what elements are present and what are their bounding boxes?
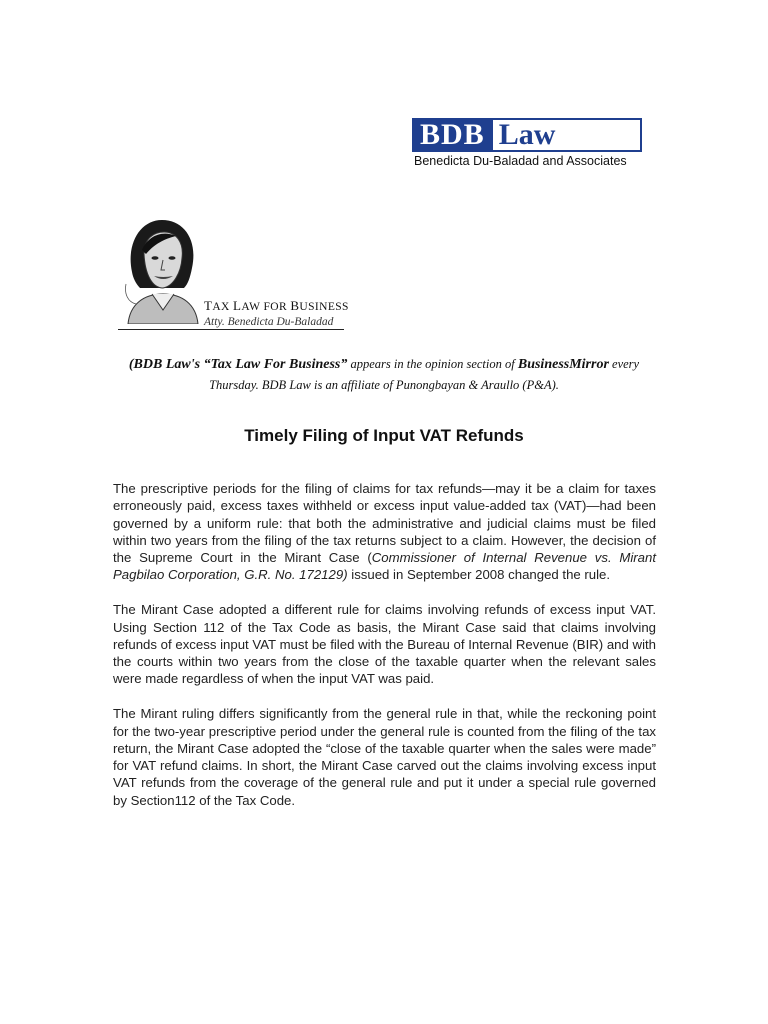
article-title: Timely Filing of Input VAT Refunds <box>244 426 524 445</box>
logo-right-text: Law <box>498 118 556 151</box>
logo-left-text: BDB <box>414 120 493 150</box>
column-title: TAX LAW FOR BUSINESS <box>204 298 349 313</box>
paragraph-3: The Mirant ruling differs significantly from the general rule in that, while the reckoning point for the two-year prescriptive period under the general rule is counted from the filing of the tax return, the Mirant Case adopted the “close of the taxable quarter when the sales were made” for VAT refund claims. In short, the Mirant Case carved out the claims involving excess input VAT refunds from the coverage of the general rule and put it under a special rule governed by Section112 of the Tax Code. <box>113 706 656 808</box>
author-portrait <box>118 214 204 324</box>
paragraph-2: The Mirant Case adopted a different rule for claims involving refunds of excess input VAT. Using Section 112 of the Tax Code as basis, the Mirant Case said that claims involving refunds of excess input VAT must be filed with the Bureau of Internal Revenue (BIR) and with the courts within two years from the close of the taxable quarter when the relevant sales were made regardless of when the input VAT was paid. <box>113 602 656 687</box>
column-heading <box>204 298 349 328</box>
bdb-law-logo <box>412 118 644 168</box>
divider-line <box>118 329 344 330</box>
paragraph-1: The prescriptive periods for the filing of claims for tax refunds—may it be a claim for taxes erroneously paid, excess taxes withheld or excess input value-added tax (VAT)—had been governed by a uniform rule: that both the administrative and judicial claims must be filed within two years from the filing of the tax returns subject to a claim. However, the decision of the Supreme Court in the Mirant Case (Commissioner of Internal Revenue vs. Mirant Pagbilao Corporation, G.R. No. 172129) issued in September 2008 changed the rule. <box>113 481 656 583</box>
publication-note: (BDB Law's “Tax Law For Business” appears in the opinion section of BusinessMirror every Thursday. BDB Law is an affiliate of Punongbayan & Araullo (P&A). <box>128 357 640 392</box>
column-author: Atty. Benedicta Du-Baladad <box>204 316 334 328</box>
logo-subtitle: Benedicta Du-Baladad and Associates <box>414 154 627 168</box>
logo-box <box>412 118 642 152</box>
article-body <box>113 480 656 827</box>
